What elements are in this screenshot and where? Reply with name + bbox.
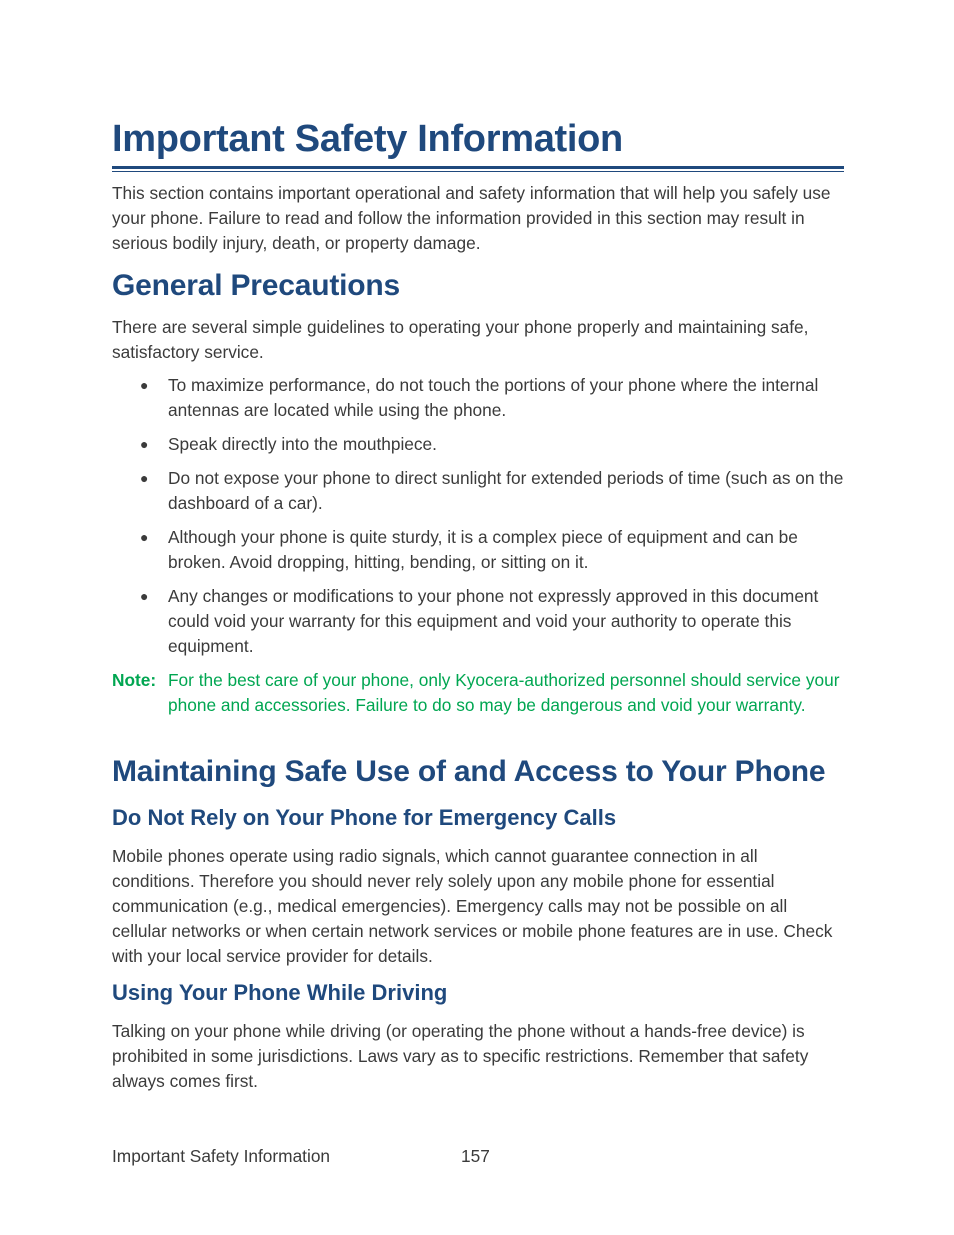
list-item-text: Any changes or modifications to your phone not expressly approved in this document could void your warranty for this equipment and void your authority to operate this equipment. xyxy=(168,586,819,656)
bullet-icon: ● xyxy=(140,470,149,486)
maintaining-heading: Maintaining Safe Use of and Access to Your Phone xyxy=(112,755,826,788)
list-item-text: Do not expose your phone to direct sunlight for extended periods of time (such as on the dashboard of a car). xyxy=(168,468,844,513)
note-text: For the best care of your phone, only Kyocera-authorized personnel should service your phone and accessories. Failure to do so may be dangerous and void your warranty. xyxy=(168,670,840,715)
bullet-icon: ● xyxy=(140,436,149,452)
general-precautions-heading: General Precautions xyxy=(112,269,400,302)
title-rule xyxy=(112,166,844,169)
page-title: Important Safety Information xyxy=(112,118,623,160)
driving-paragraph: Talking on your phone while driving (or operating the phone without a hands-free device) is prohibited in some jurisdictions. Laws vary as to specific restrictions. Remember that safety always comes first. xyxy=(112,1021,809,1091)
bullet-icon: ● xyxy=(140,377,149,393)
footer-page-number: 157 xyxy=(461,1146,490,1166)
list-item-text: Although your phone is quite sturdy, it is a complex piece of equipment and can be broken. Avoid dropping, hitting, bending, or sitting on it. xyxy=(168,527,798,572)
emergency-calls-heading: Do Not Rely on Your Phone for Emergency Calls xyxy=(112,805,617,830)
bullet-icon: ● xyxy=(140,529,149,545)
list-item-text: To maximize performance, do not touch the portions of your phone where the internal antennas are located while using the phone. xyxy=(168,375,819,420)
list-item-text: Speak directly into the mouthpiece. xyxy=(168,434,437,454)
emergency-calls-paragraph: Mobile phones operate using radio signals, which cannot guarantee connection in all conditions. Therefore you should never rely solely upon any mobile phone for essential communication (e.g., medical emergencies). Emergency calls may not be possible on all cellular networks or when certain network services or mobile phone features are in use. Check with your local service provider for details. xyxy=(112,846,833,966)
footer-section-title: Important Safety Information xyxy=(112,1146,331,1166)
general-precautions-intro: There are several simple guidelines to operating your phone properly and maintaining safe, satisfactory service. xyxy=(112,317,809,362)
bullet-icon: ● xyxy=(140,588,149,604)
note-label: Note: xyxy=(112,670,157,690)
title-rule-thin xyxy=(112,171,844,172)
driving-heading: Using Your Phone While Driving xyxy=(112,980,448,1005)
intro-paragraph: This section contains important operational and safety information that will help you safely use your phone. Failure to read and follow the information provided in this section may result in serious bodily injury, death, or property damage. xyxy=(112,183,831,253)
